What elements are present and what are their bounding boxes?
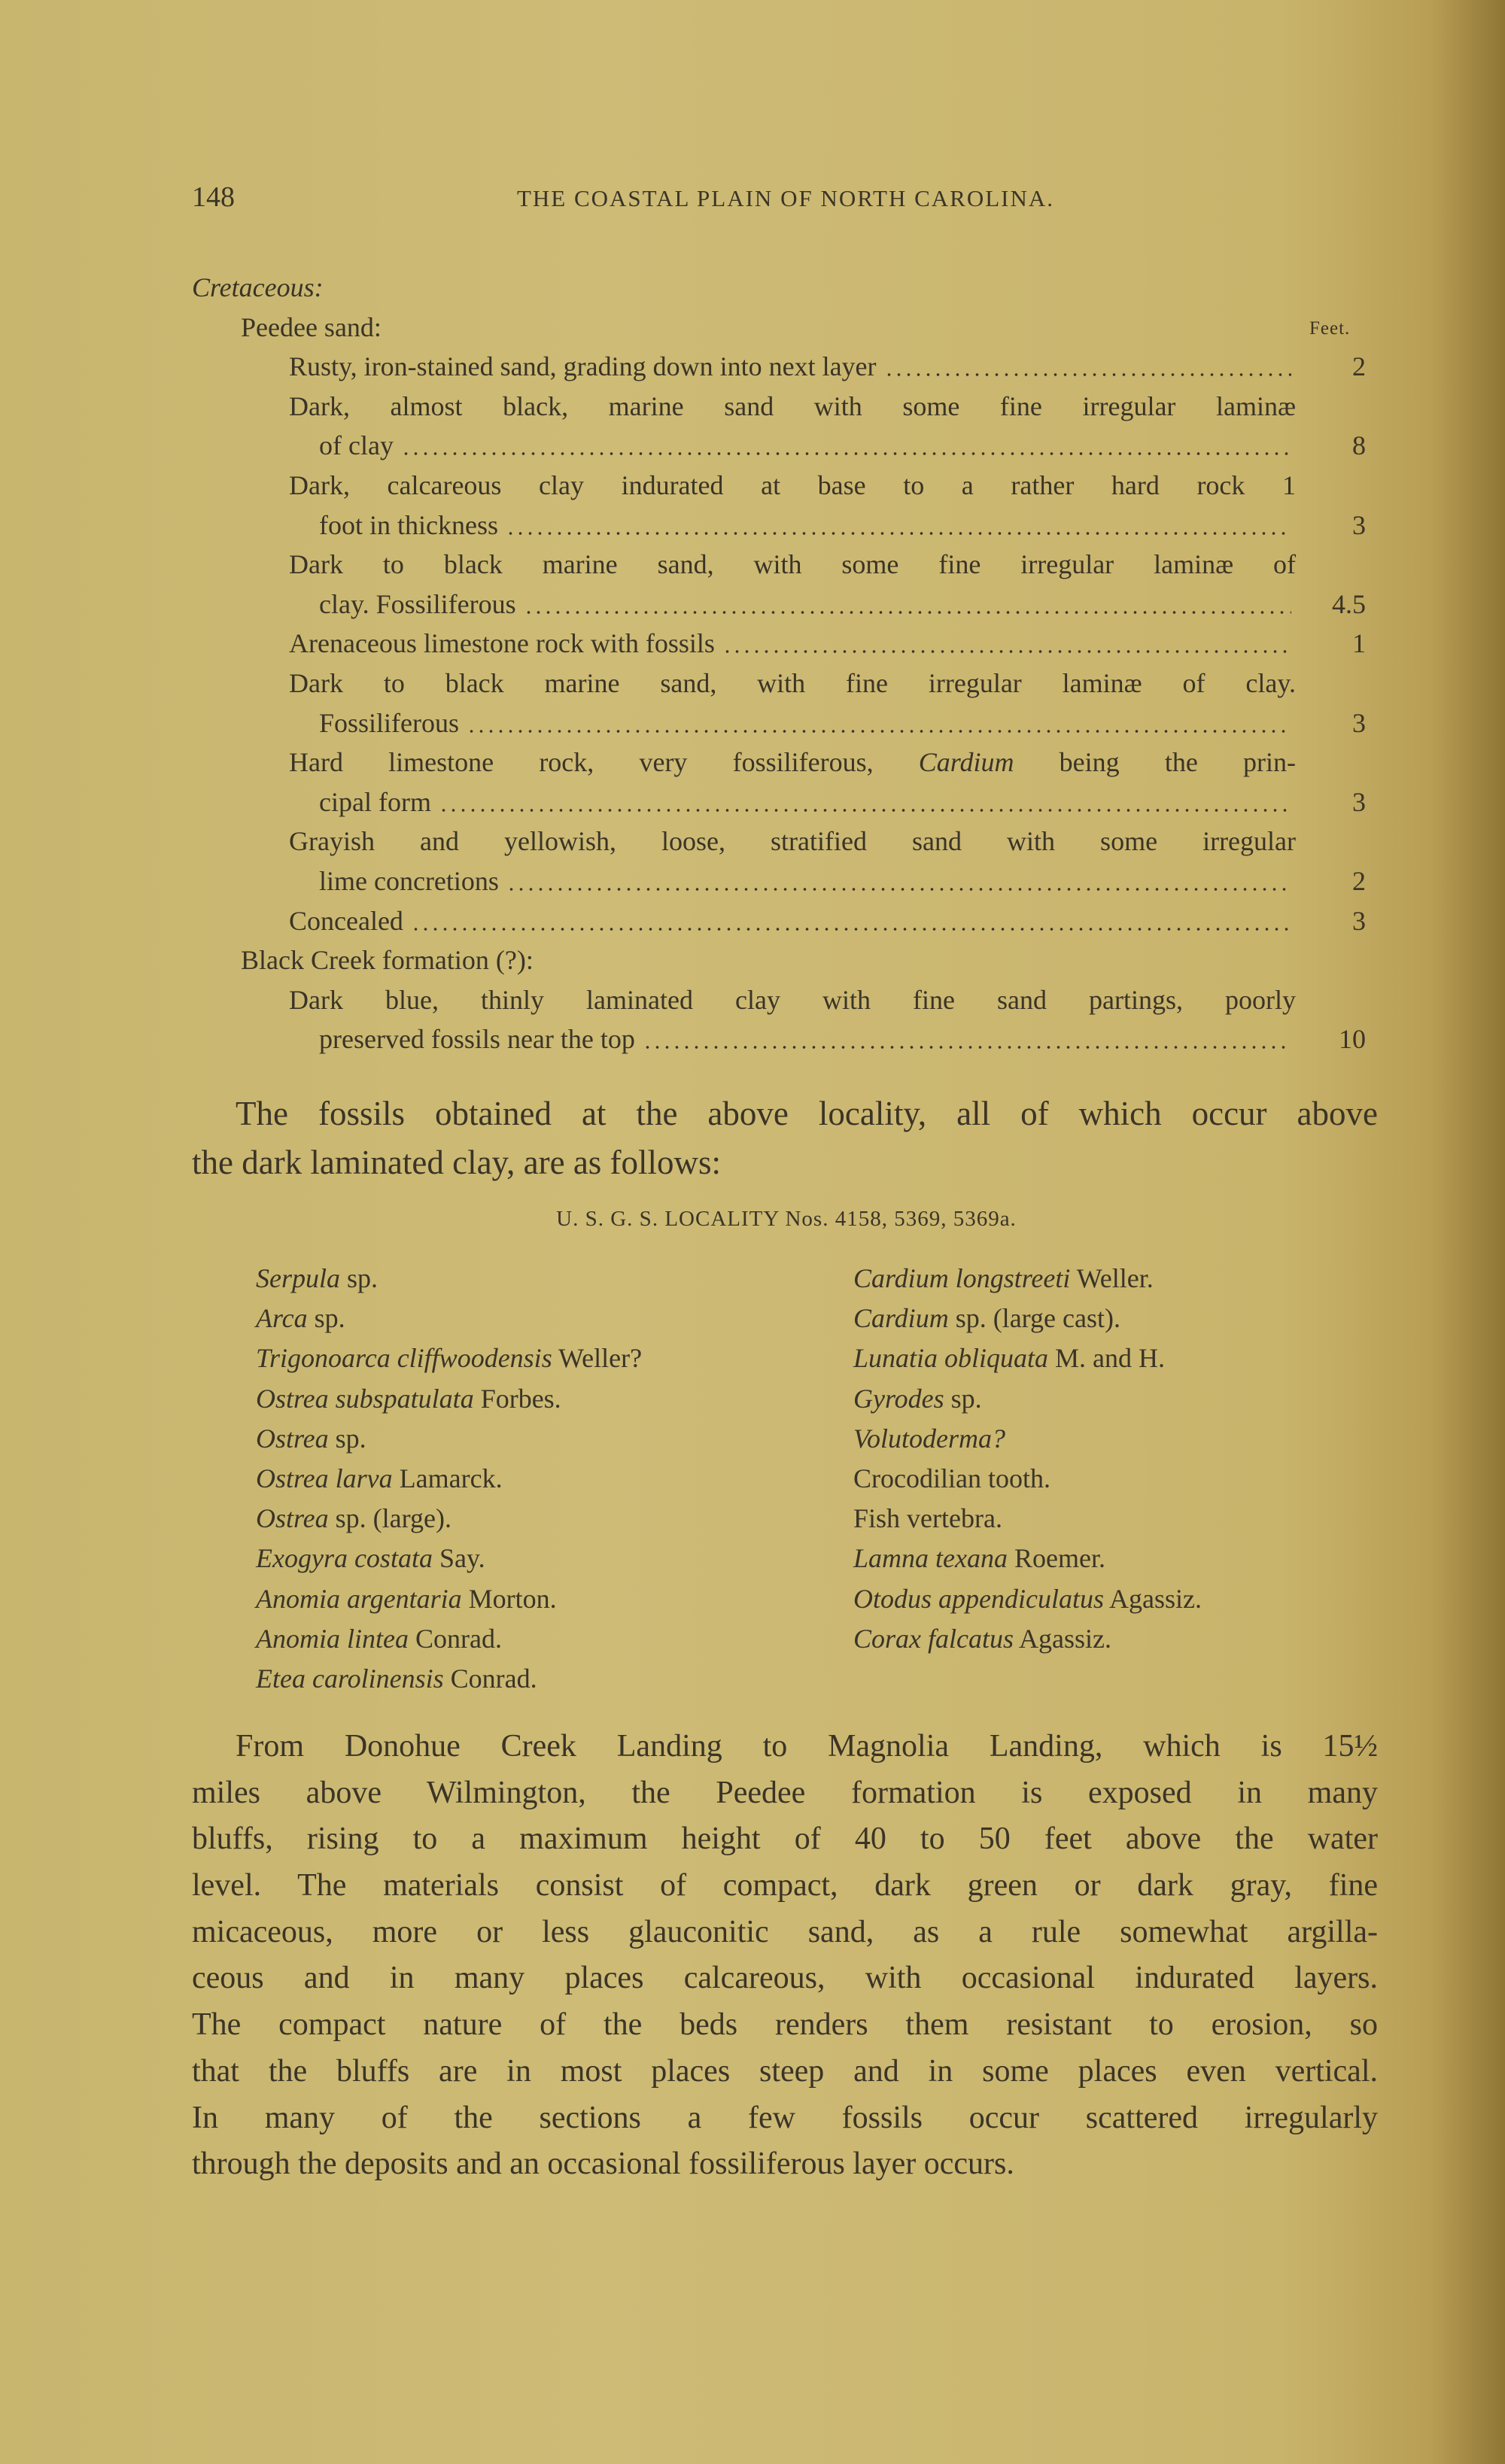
species-entry [256,1499,642,1539]
layer-text [319,506,498,545]
text-segment: Fossiliferous [319,707,460,738]
dot-leader [467,703,1291,743]
species-authority: sp. [307,1303,345,1334]
layer-description [319,506,1296,545]
layer-description [319,1019,1296,1059]
species-entry [853,1259,1202,1299]
text-segment: being the prin- [1014,747,1296,778]
paragraph-line: micaceous, more or less glauconitic sand, as a rule somewhat argilla- [192,1914,1378,1949]
dot-leader [411,901,1291,941]
section-heading: Cretaceous: [192,272,324,302]
layer-line [192,901,1381,941]
layer-line [192,743,1381,782]
species-entry [853,1579,1202,1619]
dot-leader [439,782,1291,822]
layer-description [289,466,1296,506]
text-segment: Dark blue, thinly laminated clay with fine sand partings, poorly [289,984,1296,1015]
paragraph-line: the dark laminated clay, are as follows: [192,1144,722,1181]
species-authority: Agassiz. [1014,1623,1111,1654]
thickness-feet: 3 [1352,905,1366,936]
thickness-feet: 1 [1352,628,1366,659]
thickness-feet: 3 [1352,707,1366,738]
species-name: Ostrea larva [256,1463,393,1493]
layer-description [289,387,1296,427]
units-label: Feet. [1309,318,1351,339]
species-name: Cardium [853,1303,949,1334]
text-segment: cipal form [319,786,431,817]
species-name: Cardium longstreeti [853,1263,1071,1293]
species-name: Corax falcatus [853,1623,1014,1654]
species-authority: sp. [328,1423,366,1454]
formation-row [192,940,1381,980]
dot-leader [884,347,1291,387]
species-entry [256,1459,642,1499]
species-authority: sp. (large). [328,1503,451,1534]
paragraph-line: In many of the sections a few fossils occur scattered irregularly [192,2100,1378,2135]
thickness-feet: 3 [1352,786,1366,817]
formation-row [192,308,1381,348]
dot-leader [524,585,1291,624]
text-segment: preserved fossils near the top [319,1024,635,1055]
paragraph-line: bluffs, rising to a maximum height of 40 to 50 feet above the water [192,1821,1378,1857]
paragraph-line: The compact nature of the beds renders them resistant to erosion, so [192,2007,1378,2043]
layer-line [192,466,1381,506]
dot-leader [722,624,1291,664]
layer-description [319,426,1296,466]
text-segment: Dark to black marine sand, with some fine irregular laminæ of [289,549,1296,580]
layer-line [192,703,1381,743]
section-heading-row [192,268,1381,308]
species-entry [853,1299,1202,1338]
layer-description [289,664,1296,703]
layer-line [192,782,1381,822]
species-name: Serpula [256,1263,340,1293]
layer-line [192,822,1381,861]
layer-description [289,901,1296,941]
species-name: Ostrea [256,1423,329,1454]
text-segment: Rusty, iron-stained sand, grading down into next layer [289,351,877,382]
text-segment: of clay [319,430,394,461]
thickness-feet: 2 [1352,865,1366,896]
species-name: Arca [256,1303,308,1334]
formation-name: Black Creek formation (?): [241,945,534,976]
species-authority: Weller? [552,1343,643,1374]
species-name: Ostrea [256,1503,329,1534]
species-entry [256,1539,642,1578]
species-authority: Morton. [461,1583,557,1614]
species-name: Volutoderma? [853,1423,1005,1454]
paragraph-line: level. The materials consist of compact, dark green or dark gray, fine [192,1868,1378,1903]
layer-line [192,980,1381,1020]
species-authority: Roemer. [1007,1543,1105,1574]
species-entry [853,1379,1202,1419]
species-entry [256,1619,642,1659]
layer-line [192,506,1381,545]
layer-text [289,901,403,941]
text-segment: Dark, calcareous clay indurated at base to a rather hard rock 1 [289,469,1296,500]
layer-line [192,861,1381,901]
species-entry [853,1539,1202,1578]
layer-text [319,426,394,466]
paragraph-line: through the deposits and an occasional fossiliferous layer occurs. [192,2147,1014,2182]
layer-description [319,861,1296,901]
layer-text [319,1019,635,1059]
species-name: Anomia argentaria [256,1583,462,1614]
dot-leader [506,861,1291,901]
thickness-feet: 10 [1339,1024,1366,1055]
paragraph-line: ceous and in many places calcareous, with occasional indurated layers. [192,1961,1378,1996]
layer-description [319,782,1296,822]
species-entry [853,1338,1202,1378]
layer-line [192,545,1381,585]
species-entry [256,1379,642,1419]
species-authority: Fish vertebra. [853,1503,1002,1534]
intro-paragraph [192,1089,1378,1187]
species-entry [256,1579,642,1619]
species-authority: Conrad. [408,1623,502,1654]
text-segment: Arenaceous limestone rock with fossils [289,628,715,659]
species-entry [256,1299,642,1338]
layer-line [192,347,1381,387]
layer-line [192,426,1381,466]
species-authority: Crocodilian tooth. [853,1463,1050,1493]
species-authority: sp. [340,1263,379,1293]
layer-text [319,861,499,901]
locality-heading: U. S. G. S. LOCALITY Nos. 4158, 5369, 5369a. [556,1207,1017,1231]
closing-paragraph [192,1724,1378,2188]
species-authority: Agassiz. [1103,1583,1202,1614]
species-authority: sp. [944,1383,982,1414]
layer-text [289,624,715,664]
layer-text [319,585,516,624]
species-name: Lunatia obliquata [853,1343,1049,1374]
paragraph-line: that the bluffs are in most places steep and in some places even vertical. [192,2053,1378,2089]
species-column-right [853,1259,1202,1659]
text-segment: Grayish and yellowish, loose, stratified sand with some irregular [289,826,1296,857]
species-authority: sp. (large cast). [948,1303,1120,1334]
species-name: Gyrodes [853,1383,944,1414]
species-entry [853,1419,1202,1459]
species-name: Anomia lintea [256,1623,409,1654]
species-authority: Forbes. [473,1383,561,1414]
layer-description [289,822,1296,861]
thickness-feet: 4.5 [1332,588,1366,619]
formation-name: Peedee sand: [241,311,382,342]
species-authority: Conrad. [443,1663,537,1694]
running-title: THE COASTAL PLAIN OF NORTH CAROLINA. [516,185,1055,211]
thickness-feet: 3 [1352,509,1366,540]
paragraph-line: From Donohue Creek Landing to Magnolia Landing, which is 15½ [236,1729,1378,1764]
text-segment: Dark, almost black, marine sand with some fine irregular laminæ [289,390,1296,421]
species-authority: M. and H. [1048,1343,1166,1374]
layer-description [289,743,1296,782]
species-name: Otodus appendiculatus [853,1583,1104,1614]
paragraph-line: miles above Wilmington, the Peedee formation is exposed in many [192,1775,1378,1810]
species-entry [256,1659,642,1699]
text-segment: lime concretions [319,865,499,896]
species-name: Exogyra costata [256,1543,433,1574]
thickness-feet: 2 [1352,351,1366,382]
species-entry [853,1459,1202,1499]
species-name: Ostrea subspatulata [256,1383,474,1414]
species-name: Lamna texana [853,1543,1008,1574]
thickness-feet: 8 [1352,430,1366,461]
text-segment: foot in thickness [319,509,498,540]
dot-leader [506,506,1291,545]
species-entry [853,1619,1202,1659]
species-entry [256,1338,642,1378]
layer-description [289,545,1296,585]
layer-line [192,664,1381,703]
layer-line [192,1019,1381,1059]
text-segment: Concealed [289,905,403,936]
dot-leader [401,426,1291,466]
layer-text [319,782,431,822]
text-segment: Dark to black marine sand, with fine irregular laminæ of clay. [289,667,1296,698]
stratigraphic-section [192,268,1381,1059]
species-authority: Say. [432,1543,485,1574]
species-name: Etea carolinensis [256,1663,444,1694]
species-name: Trigonoarca cliffwoodensis [256,1343,552,1374]
genus-name: Cardium [918,747,1014,778]
dot-leader [643,1019,1291,1059]
text-segment: clay. Fossiliferous [319,588,516,619]
layer-text [289,347,877,387]
paragraph-line: The fossils obtained at the above locality, all of which occur above [236,1095,1378,1132]
layer-line [192,624,1381,664]
species-authority: Weller. [1070,1263,1154,1293]
layer-description [289,624,1296,664]
layer-description [289,347,1296,387]
layer-description [289,980,1296,1020]
layer-text [319,703,459,743]
species-entry [256,1259,642,1299]
text-segment: Hard limestone rock, very fossiliferous, [289,747,919,778]
layer-line [192,585,1381,624]
species-entry [853,1499,1202,1539]
page-number: 148 [192,181,235,213]
species-authority: Lamarck. [392,1463,503,1493]
species-entry [256,1419,642,1459]
layer-description [319,585,1296,624]
species-column-left [256,1259,642,1699]
layer-description [319,703,1296,743]
layer-line [192,387,1381,427]
